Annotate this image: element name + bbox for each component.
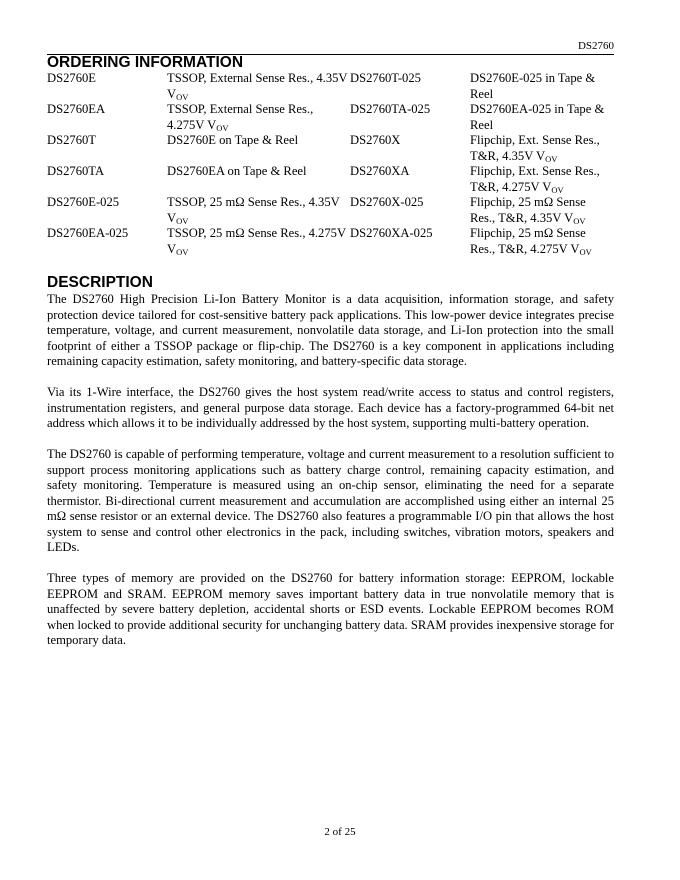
part-number-cell bbox=[350, 164, 470, 195]
description-heading: DESCRIPTION bbox=[47, 274, 153, 291]
part-number: DS2760XA-025 bbox=[350, 226, 433, 240]
ordering-row bbox=[47, 226, 614, 257]
part-description-cell bbox=[167, 102, 350, 133]
part-description-cell bbox=[470, 71, 614, 102]
part-description: DS2760EA on Tape & Reel bbox=[167, 164, 307, 178]
part-number: DS2760X-025 bbox=[350, 195, 424, 209]
voltage-subscript: OV bbox=[573, 215, 586, 226]
part-description-cell bbox=[470, 133, 614, 164]
part-number: DS2760TA bbox=[47, 164, 105, 178]
voltage-symbol: V bbox=[561, 210, 574, 225]
part-description: TSSOP, External Sense Res., 4.35V bbox=[167, 71, 348, 85]
page-number: 2 of 25 bbox=[324, 826, 356, 838]
part-number-cell bbox=[47, 133, 167, 164]
voltage-symbol: V bbox=[567, 241, 580, 256]
part-number: DS2760EA bbox=[47, 102, 106, 116]
voltage-subscript: OV bbox=[176, 246, 189, 257]
part-description-cell bbox=[167, 164, 350, 195]
part-description: TSSOP, 25 mΩ Sense Res., 4.35V bbox=[167, 195, 340, 209]
part-number: DS2760X bbox=[350, 133, 401, 147]
voltage-symbol: V bbox=[533, 148, 546, 163]
part-number: DS2760E-025 bbox=[47, 195, 120, 209]
part-number: DS2760E bbox=[47, 71, 96, 85]
part-description-cell bbox=[167, 195, 350, 226]
voltage-subscript: OV bbox=[579, 246, 592, 257]
voltage-symbol: V bbox=[539, 179, 552, 194]
part-description-cell bbox=[470, 226, 614, 257]
description-paragraph: The DS2760 High Precision Li-Ion Battery Monitor is a data acquisition, information storage, and safety protection device tailored for cost-sensitive battery pack applications. This low-power device integrates precise temperature, voltage, and current measurement, nonvolatile data storage, and Li-Ion protection into the small footprint of either a TSSOP package or flip-chip. The DS2760 is a key component in applications including remaining capacity estimation, safety monitoring, and battery-specific data storage. bbox=[47, 292, 614, 368]
part-description: Flipchip, 25 mΩ Sense Res., T&R, 4.275V bbox=[470, 226, 586, 256]
voltage-subscript: OV bbox=[545, 153, 558, 164]
voltage-symbol: V bbox=[167, 210, 177, 225]
part-description-cell bbox=[470, 102, 614, 133]
part-description: TSSOP, External Sense Res., 4.275V bbox=[167, 102, 314, 132]
part-number-cell bbox=[47, 164, 167, 195]
ordering-row bbox=[47, 133, 614, 164]
document-id: DS2760 bbox=[577, 40, 614, 52]
ordering-table bbox=[47, 71, 614, 257]
part-number: DS2760TA-025 bbox=[350, 102, 431, 116]
ordering-information-heading: ORDERING INFORMATION bbox=[47, 54, 244, 71]
voltage-symbol: V bbox=[204, 117, 217, 132]
part-number-cell bbox=[350, 102, 470, 133]
part-description: Flipchip, Ext. Sense Res., T&R, 4.35V bbox=[470, 133, 600, 163]
ordering-row bbox=[47, 71, 614, 102]
part-number-cell bbox=[350, 133, 470, 164]
part-description: Flipchip, Ext. Sense Res., T&R, 4.275V bbox=[470, 164, 600, 194]
part-number: DS2760T bbox=[47, 133, 96, 147]
part-description: DS2760E-025 in Tape & Reel bbox=[470, 71, 596, 101]
description-paragraph: Via its 1-Wire interface, the DS2760 gives the host system read/write access to status and control registers, instrumentation registers, and general purpose data storage. Each device has a factory-programmed 64-bit net address which allows it to be individually addressed by the host system, supporting multi-battery operation. bbox=[47, 385, 614, 430]
part-number-cell bbox=[47, 195, 167, 226]
part-description-cell bbox=[470, 164, 614, 195]
ordering-row bbox=[47, 102, 614, 133]
part-description-cell bbox=[167, 133, 350, 164]
ordering-row bbox=[47, 195, 614, 226]
description-paragraph: The DS2760 is capable of performing temperature, voltage and current measurement to a resolution sufficient to support process monitoring applications such as battery charge control, remaining capacity estimation, and safety monitoring. Temperature is measured using an on-chip sensor, eliminating the need for a separate thermistor. Bi-directional current measurement and accumulation are accomplished using either an internal 25 mΩ sense resistor or an external device. The DS2760 also features a programmable I/O pin that allows the host system to sense and control other electronics in the pack, including switches, vibration motors, speakers and LEDs. bbox=[47, 447, 614, 554]
part-number: DS2760EA-025 bbox=[47, 226, 129, 240]
description-body bbox=[47, 292, 614, 664]
part-number-cell bbox=[350, 71, 470, 102]
voltage-symbol: V bbox=[167, 86, 177, 101]
part-description: DS2760E on Tape & Reel bbox=[167, 133, 299, 147]
part-number: DS2760XA bbox=[350, 164, 410, 178]
voltage-symbol: V bbox=[167, 241, 177, 256]
part-number: DS2760T-025 bbox=[350, 71, 421, 85]
part-number-cell bbox=[47, 71, 167, 102]
part-description: Flipchip, 25 mΩ Sense Res., T&R, 4.35V bbox=[470, 195, 586, 225]
voltage-subscript: OV bbox=[176, 91, 189, 102]
ordering-row bbox=[47, 164, 614, 195]
part-description-cell bbox=[167, 71, 350, 102]
part-number-cell bbox=[350, 195, 470, 226]
voltage-subscript: OV bbox=[176, 215, 189, 226]
voltage-subscript: OV bbox=[216, 122, 229, 133]
part-description-cell bbox=[167, 226, 350, 257]
description-paragraph: Three types of memory are provided on the DS2760 for battery information storage: EEPROM, lockable EEPROM and SRAM. EEPROM memory saves important battery data in true nonvolatile memory that is unaffected by severe battery depletion, accidental shorts or ESD events. Lockable EEPROM becomes ROM when locked to provide additional security for unchanging battery data. SRAM provides inexpensive storage for temporary data. bbox=[47, 571, 614, 647]
voltage-subscript: OV bbox=[551, 184, 564, 195]
part-number-cell bbox=[350, 226, 470, 257]
part-description: TSSOP, 25 mΩ Sense Res., 4.275V bbox=[167, 226, 346, 240]
part-description: DS2760EA-025 in Tape & Reel bbox=[470, 102, 605, 132]
part-number-cell bbox=[47, 226, 167, 257]
part-number-cell bbox=[47, 102, 167, 133]
part-description-cell bbox=[470, 195, 614, 226]
